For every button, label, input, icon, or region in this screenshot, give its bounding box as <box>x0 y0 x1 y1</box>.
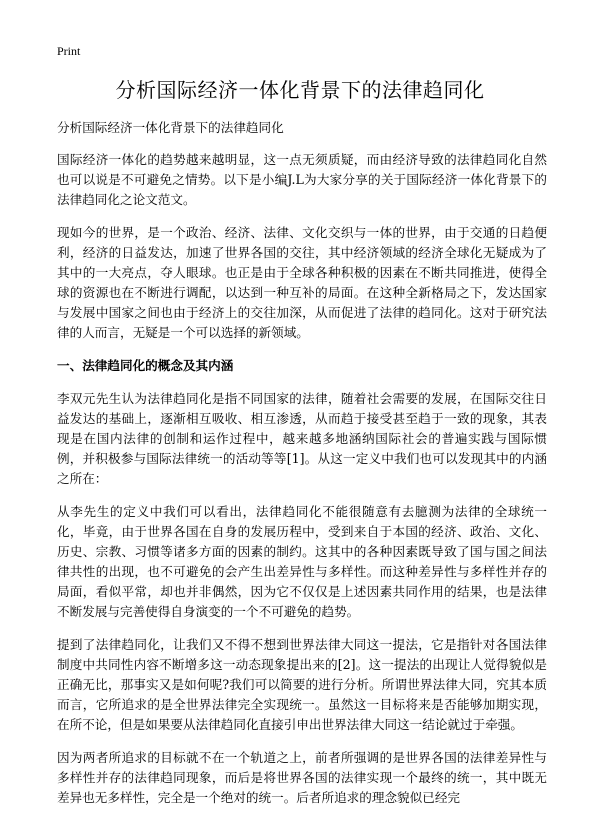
body-paragraph-3: 从李先生的定义中我们可以看出，法律趋同化不能很随意有去臆测为法律的全球统一化，毕竟，由于世界各国在自身的发展历程中，受到来自于本国的经济、政治、文化、历史、宗教、习惯等诸多方面的因素的制约。这其中的各种因素既导致了国与国之间法律共性的出现，也不可避免的会产生出差异性与多样性。而这种差异性与多样性并存的局面，看似平常，却也并非偶然，因为它不仅仅是上述因素共同作用的结果，也是法律不断发展与完善使得自身演变的一个不可避免的趋势。 <box>57 504 547 619</box>
page-title: 分析国际经济一体化背景下的法律趋同化 <box>115 78 485 102</box>
body-paragraph-2: 李双元先生认为法律趋同化是指不同国家的法律，随着社会需要的发展，在国际交往日益发达的基础上，逐渐相互吸收、相互渗透，从而趋于接受甚至趋于一致的现象，其表现是在国内法律的创制和运作过程中，越来越多地涵纳国际社会的普遍实践与国际惯例，并积极参与国际法律统一的活动等等[1]。从这一定义中我们也可以发现其中的内涵之所在： <box>57 391 547 486</box>
body-paragraph-1: 现如今的世界，是一个政治、经济、法律、文化交织与一体的世界，由于交通的日趋便利，经济的日益发达，加速了世界各国的交往，其中经济领域的经济全球化无疑成为了其中的一大亮点，夺人眼球。也正是由于全球各种积极的因素在不断共同推进，使得全球的资源也在不断进行调配，以达到一种互补的局面。在这种全新格局之下，发达国家与发展中国家之间也由于经济上的交往加深，从而促进了法律的趋同化。这对于研究法律的人而言，无疑是一个可以选择的新领域。 <box>57 225 547 340</box>
print-link[interactable]: Print <box>57 44 81 58</box>
section-heading-1: 一、法律趋同化的概念及其内涵 <box>57 358 234 373</box>
body-paragraph-5: 因为两者所追求的目标就不在一个轨道之上，前者所强调的是世界各国的法律差异性与多样性并存的法律趋同现象，而后是将世界各国的法律实现一个最终的统一，其中既无差异也无多样性，完全是一个绝对的统一。后者所追求的理念貌似已经完 <box>57 750 547 805</box>
body-paragraph-4: 提到了法律趋同化，让我们又不得不想到世界法律大同这一提法，它是指针对各国法律制度中共同性内容不断增多这一动态现象提出来的[2]。这一提法的出现让人觉得貌似是正确无比，那事实又是如何呢?我们可以简要的进行分析。所谓世界法律大同，究其本质而言，它所追求的是全世界法律完全实现统一。虽然这一目标将来是否能够加期实现，在所不论，但是如果要从法律趋同化直接引申出世界法律大同这一结论就过于牵强。 <box>57 637 547 732</box>
intro-paragraph: 国际经济一体化的趋势越来越明显，这一点无须质疑，而由经济导致的法律趋同化自然也可以说是不可避免之情势。以下是小编J.L为大家分享的关于国际经济一体化背景下的法律趋同化之论文范文。 <box>57 152 547 207</box>
article-body <box>57 118 547 821</box>
article-subtitle: 分析国际经济一体化背景下的法律趋同化 <box>57 120 284 135</box>
